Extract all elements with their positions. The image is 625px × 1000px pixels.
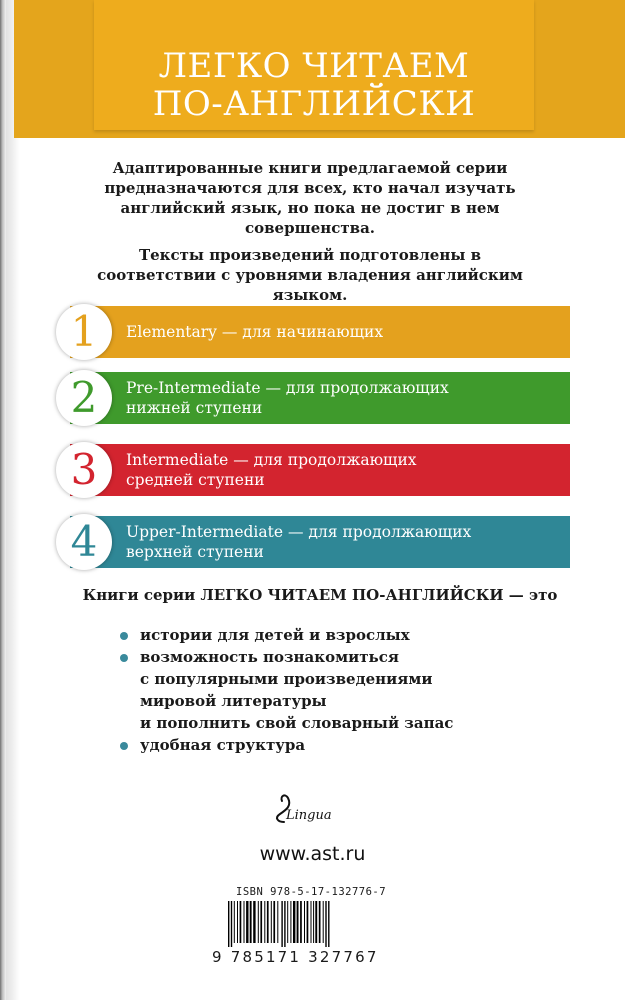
barcode-bar [231, 901, 232, 947]
level-2-line-2: нижней ступени [126, 399, 263, 417]
level-2-line-1: Pre-Intermediate — для продолжающих [126, 379, 449, 397]
barcode-bar [253, 901, 255, 943]
barcode-bar [250, 901, 252, 943]
level-4-number-badge: 4 [56, 514, 112, 570]
barcode-bar [313, 901, 314, 943]
bullet-dot-icon [120, 632, 128, 640]
barcode-bar [293, 901, 295, 943]
level-2-number-badge: 2 [56, 370, 112, 426]
feature-item-3-line-1: удобная структура [140, 736, 306, 754]
barcode-bar [328, 901, 329, 947]
barcode-digits: 9 785171 327767 [212, 948, 379, 966]
intro-paragraph-2: Тексты произведений подготовлены в соответствии с уровнями владения английским языком. [97, 246, 523, 304]
level-1-text [126, 306, 566, 358]
series-title-line-1: ЛЕГКО ЧИТАЕМ [158, 46, 470, 86]
barcode-bar [267, 901, 269, 943]
level-4-text [126, 516, 566, 568]
barcode-bar [304, 901, 305, 943]
level-4-line-2: верхней ступени [126, 543, 264, 561]
lingua-logo [270, 792, 360, 828]
barcode-bar [264, 901, 265, 943]
level-3 [56, 444, 570, 496]
header-title-box [94, 0, 534, 130]
barcode-bar [271, 901, 272, 943]
barcode-bar [307, 901, 309, 943]
feature-list [120, 624, 560, 756]
barcode-bar [244, 901, 245, 943]
barcode-bar [323, 901, 324, 943]
barcode-bar [325, 901, 326, 947]
barcode [226, 901, 406, 947]
level-1 [56, 306, 570, 358]
feature-item-2-line-3: мировой литературы [140, 692, 327, 710]
barcode-bar [228, 901, 229, 947]
barcode-bar [246, 901, 248, 943]
barcode-bar [300, 901, 302, 943]
bullet-dot-icon [120, 742, 128, 750]
header-band [14, 0, 625, 138]
level-3-number-badge: 3 [56, 442, 112, 498]
barcode-bar [297, 901, 299, 943]
isbn-label: ISBN 978-5-17-132776-7 [236, 886, 387, 898]
series-title-line-2: ПО-АНГЛИЙСКИ [152, 84, 476, 124]
level-2-text [126, 372, 566, 424]
barcode-bar [284, 901, 285, 947]
bullet-dot-icon [120, 654, 128, 662]
barcode-bar [315, 901, 317, 943]
feature-item-2-line-4: и пополнить свой словарный запас [140, 714, 454, 732]
barcode-bar [260, 901, 262, 943]
barcode-bar [281, 901, 282, 947]
level-3-line-1: Intermediate — для продолжающих [126, 451, 417, 469]
level-3-text [126, 444, 566, 496]
level-1-number-badge: 1 [56, 304, 112, 360]
feature-item-1-line-1: истории для детей и взрослых [140, 626, 410, 644]
level-2 [56, 372, 570, 424]
barcode-bar [290, 901, 291, 943]
barcode-bar [258, 901, 259, 943]
barcode-bar [319, 901, 321, 943]
lingua-logo-text: Lingua [286, 808, 332, 823]
intro-paragraph-1: Адаптированные книги предлагаемой серии предназначаются для всех, кто начал изучать английский язык, но пока не достиг в нем совершенства. [104, 159, 516, 237]
barcode-bar [311, 901, 312, 943]
level-1-line-1: Elementary — для начинающих [126, 323, 384, 341]
feature-item-1 [120, 624, 560, 646]
series-description: Книги серии ЛЕГКО ЧИТАЕМ ПО-АНГЛИЙСКИ — это [82, 586, 558, 604]
feature-item-2-line-1: возможность познакомиться [140, 648, 399, 666]
barcode-bar [234, 901, 235, 943]
barcode-bar [237, 901, 238, 943]
barcode-bar [277, 901, 278, 943]
barcode-bar [273, 901, 275, 943]
barcode-bar [240, 901, 242, 943]
feature-item-2 [120, 646, 560, 734]
feature-item-2-line-2: с популярными произведениями [140, 670, 433, 688]
feature-item-3 [120, 734, 560, 756]
level-4 [56, 516, 570, 568]
publisher-url: www.ast.ru [259, 843, 366, 865]
level-4-line-1: Upper-Intermediate — для продолжающих [126, 523, 472, 541]
barcode-bar [287, 901, 288, 943]
level-3-line-2: средней ступени [126, 471, 265, 489]
